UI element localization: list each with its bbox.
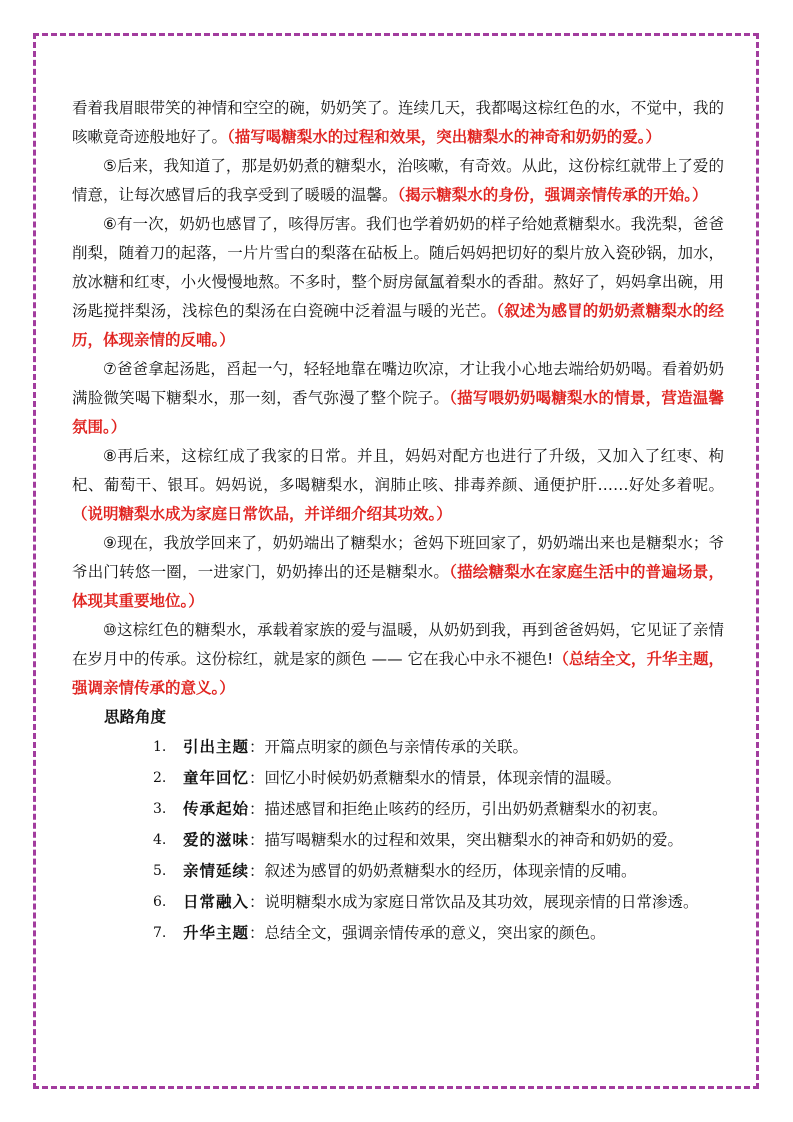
annotation: （描绘糖梨水在家庭生活中的普遍场景，体现其重要地位。） (72, 563, 724, 610)
outline-desc: ：叙述为感冒的奶奶煮糖梨水的经历，体现亲情的反哺。 (249, 862, 637, 880)
annotation: （描写喝糖梨水的过程和效果，突出糖梨水的神奇和奶奶的爱。） (227, 128, 662, 146)
outline-number: 4. (153, 832, 167, 848)
paragraph-text: ⑥有一次，奶奶也感冒了，咳得厉害。我们也学着奶奶的样子给她煮糖梨水。我洗梨，爸爸削梨，随着刀的起落，一片片雪白的梨落在砧板上。随后妈妈把切好的梨片放入瓷砂锅，加水，放冰糖和红枣，小火慢慢地熬。不多时，整个厨房氤氲着梨水的香甜。熬好了，妈妈拿出碗，用汤匙搅拌梨汤，浅棕色的梨汤在白瓷碗中泛着温与暖的光芒。 (72, 215, 724, 320)
annotation: （说明糖梨水成为家庭日常饮品，并详细介绍其功效。） (72, 505, 452, 523)
outline-item (72, 887, 724, 918)
outline-heading: 思路角度 (104, 708, 167, 726)
outline-item (72, 918, 724, 949)
outline-number: 3. (153, 801, 167, 817)
annotation: （描写喂奶奶喝糖梨水的情景，营造温馨氛围。） (72, 389, 724, 436)
annotation: （揭示糖梨水的身份，强调亲情传承的开始。） (397, 186, 708, 204)
outline-term: 亲情延续 (183, 862, 250, 880)
outline-desc: ：描写喝糖梨水的过程和效果，突出糖梨水的神奇和奶奶的爱。 (249, 831, 684, 849)
paragraph-6 (72, 210, 724, 355)
outline-item (72, 825, 724, 856)
outline-item (72, 856, 724, 887)
outline-item (72, 794, 724, 825)
paragraph-text: ⑧再后来，这棕红成了我家的日常。并且，妈妈对配方也进行了升级，又加入了红枣、枸杞、葡萄干、银耳。妈妈说，多喝糖梨水，润肺止咳、排毒养颜、通便护肝……好处多着呢。 (72, 447, 724, 494)
outline-desc: ：总结全文，强调亲情传承的意义，突出家的颜色。 (249, 924, 606, 942)
outline-term: 引出主题 (183, 738, 250, 756)
outline-list (72, 732, 724, 949)
paragraph-7 (72, 355, 724, 442)
paragraph-4-continued (72, 94, 724, 152)
outline-number: 6. (153, 894, 167, 910)
paragraph-text: ⑤后来，我知道了，那是奶奶煮的糖梨水，治咳嗽，有奇效。从此，这份棕红就带上了爱的情意，让每次感冒后的我享受到了暖暖的温馨。 (72, 157, 724, 204)
outline-term: 升华主题 (183, 924, 250, 942)
outline-term: 爱的滋味 (183, 831, 250, 849)
annotation: （总结全文，升华主题，强调亲情传承的意义。） (72, 650, 724, 697)
outline-number: 7. (153, 925, 167, 941)
outline-number: 2. (153, 770, 167, 786)
outline-term: 童年回忆 (183, 769, 250, 787)
outline-number: 5. (153, 863, 167, 879)
paragraph-text: ⑩这棕红色的糖梨水，承载着家族的爱与温暖，从奶奶到我，再到爸爸妈妈，它见证了亲情在岁月中的传承。这份棕红，就是家的颜色 —— 它在我心中永不褪色! (72, 621, 724, 668)
paragraph-5 (72, 152, 724, 210)
paragraph-text: ⑨现在，我放学回来了，奶奶端出了糖梨水；爸妈下班回家了，奶奶端出来也是糖梨水；爷爷出门转悠一圈，一进家门，奶奶捧出的还是糖梨水。 (72, 534, 724, 581)
paragraph-8 (72, 442, 724, 529)
outline-desc: ：说明糖梨水成为家庭日常饮品及其功效，展现亲情的日常渗透。 (249, 893, 699, 911)
outline-item (72, 763, 724, 794)
paragraph-9 (72, 529, 724, 616)
outline-term: 传承起始 (183, 800, 250, 818)
paragraph-10 (72, 616, 724, 703)
outline-desc: ：回忆小时候奶奶煮糖梨水的情景，体现亲情的温暖。 (249, 769, 622, 787)
outline-number: 1. (153, 739, 167, 755)
annotation: （叙述为感冒的奶奶煮糖梨水的经历，体现亲情的反哺。） (72, 302, 724, 349)
outline-item (72, 732, 724, 763)
outline-desc: ：开篇点明家的颜色与亲情传承的关联。 (249, 738, 529, 756)
outline-desc: ：描述感冒和拒绝止咳药的经历，引出奶奶煮糖梨水的初衷。 (249, 800, 668, 818)
outline-term: 日常融入 (183, 893, 250, 911)
essay-body (72, 94, 724, 949)
paragraph-text: ⑦爸爸拿起汤匙，舀起一勺，轻轻地靠在嘴边吹凉，才让我小心地去端给奶奶喝。看着奶奶满脸微笑喝下糖梨水，那一刻，香气弥漫了整个院子。 (72, 360, 724, 407)
paragraph-text: 看着我眉眼带笑的神情和空空的碗，奶奶笑了。连续几天，我都喝这棕红色的水，不觉中，我的咳嗽竟奇迹般地好了。 (72, 99, 724, 146)
